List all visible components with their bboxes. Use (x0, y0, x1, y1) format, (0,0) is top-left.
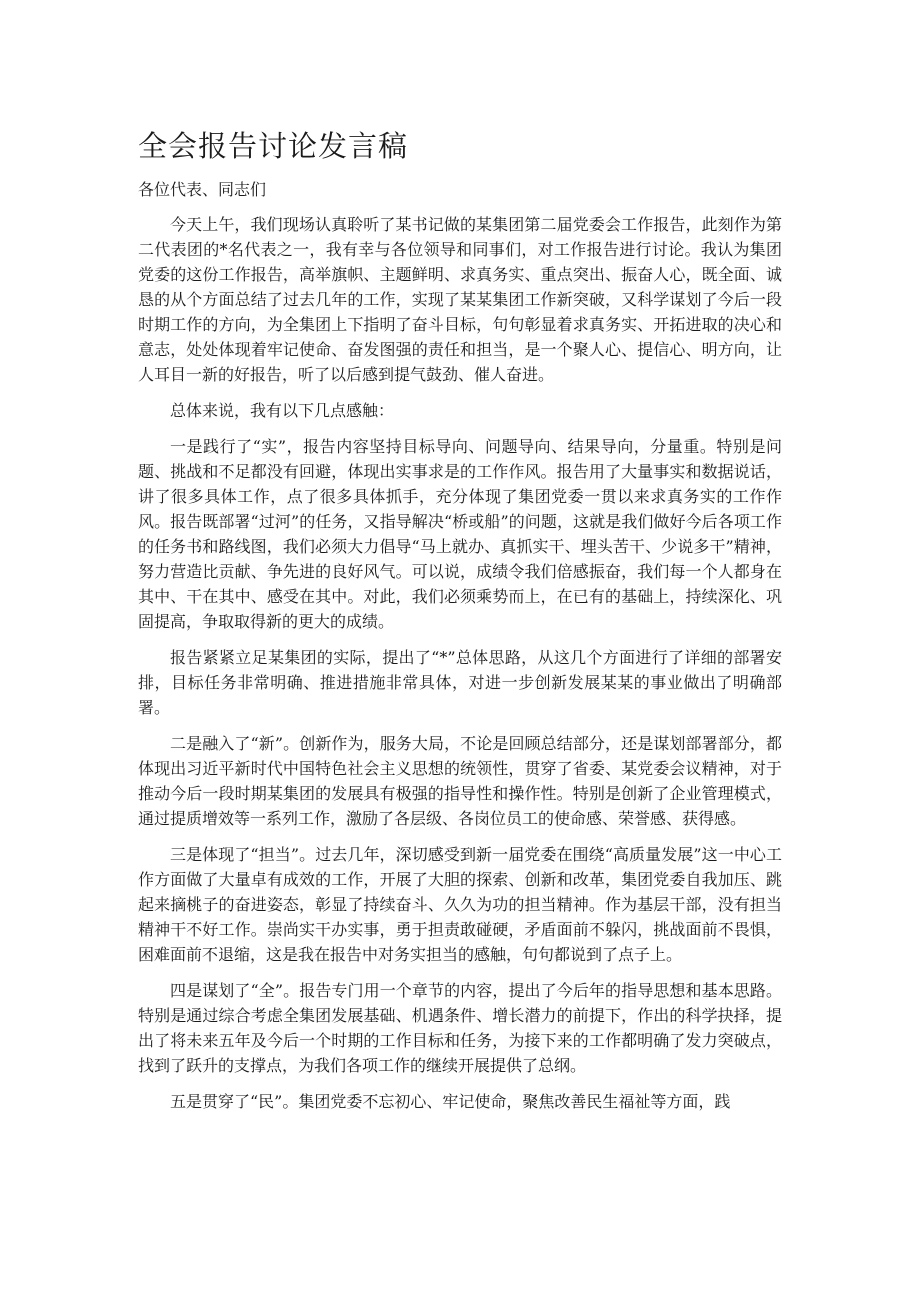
paragraph-point-four: 四是谋划了“全”。报告专门用一个章节的内容，提出了今后年的指导思想和基本思路。特别是通过综合考虑全集团发展基础、机遇条件、增长潜力的前提下，作出的科学抉择，提出了将未来五年及今后一个时期的工作目标和任务，为接下来的工作都明确了发力突破点，找到了跃升的支撑点，为我们各项工作的继续开展提供了总纲。 (138, 981, 782, 1075)
paragraph-point-five: 五是贯穿了“民”。集团党委不忘初心、牢记使命，聚焦改善民生福祉等方面，践 (170, 1092, 731, 1111)
paragraph-point-one: 一是践行了“实”，报告内容坚持目标导向、问题导向、结果导向，分量重。特别是问题、挑战和不足都没有回避，体现出实事求是的工作作风。报告用了大量事实和数据说话，讲了很多具体工作，点了很多具体抓手，充分体现了集团党委一贯以来求真务实的工作作风。报告既部署“过河”的任务，又指导解决“桥或船”的问题，这就是我们做好今后各项工作的任务书和路线图，我们必须大力倡导“马上就办、真抓实干、埋头苦干、少说多干”精神，努力营造比贡献、争先进的良好风气。可以说，成绩令我们倍感振奋，我们每一个人都身在其中、干在其中、感受在其中。对此，我们必须乘势而上，在已有的基础上，持续深化、巩固提高，争取取得新的更大的成绩。 (138, 437, 782, 631)
document-title: 全会报告讨论发言稿 (138, 129, 409, 163)
document-page (138, 128, 782, 1125)
paragraph-point-three: 三是体现了“担当”。过去几年，深切感受到新一届党委在围绕“高质量发展”这一中心工作方面做了大量卓有成效的工作，开展了大胆的探索、创新和改革，集团党委自我加压、跳起来摘桃子的奋进姿态，彰显了持续奋斗、久久为功的担当精神。作为基层干部，没有担当精神干不好工作。崇尚实干办实事，勇于担责敢碰硬，矛盾面前不躲闪，挑战面前不畏惧，困难面前不退缩，这是我在报告中对务实担当的感触，句句都说到了点子上。 (138, 845, 782, 964)
paragraph-intro: 今天上午，我们现场认真聆听了某书记做的某集团第二届党委会工作报告，此刻作为第二代表团的*名代表之一，我有幸与各位领导和同事们，对工作报告进行讨论。我认为集团党委的这份工作报告，高举旗帜、主题鲜明、求真务实、重点突出、振奋人心，既全面、诚恳的从个方面总结了过去几年的工作，实现了某某集团工作新突破，又科学谋划了今后一段时期工作的方向，为全集团上下指明了奋斗目标，句句彰显着求真务实、开拓进取的决心和意志，处处体现着牢记使命、奋发图强的责任和担当，是一个聚人心、提信心、明方向，让人耳目一新的好报告，听了以后感到提气鼓劲、催人奋进。 (138, 215, 782, 384)
paragraph-report-basis: 报告紧紧立足某集团的实际，提出了“*”总体思路，从这几个方面进行了详细的部署安排，目标任务非常明确、推进措施非常具体，对进一步创新发展某某的事业做出了明确部署。 (138, 648, 782, 717)
salutation: 各位代表、同志们 (138, 180, 267, 199)
paragraph-summary: 总体来说，我有以下几点感触： (170, 401, 395, 420)
paragraph-point-two: 二是融入了“新”。创新作为，服务大局，不论是回顾总结部分，还是谋划部署部分，都体现出习近平新时代中国特色社会主义思想的统领性，贯穿了省委、某党委会议精神，对于推动今后一段时期某集团的发展具有极强的指导性和操作性。特别是创新了企业管理模式，通过提质增效等一系列工作，激励了各层级、各岗位员工的使命感、荣誉感、获得感。 (138, 734, 782, 828)
